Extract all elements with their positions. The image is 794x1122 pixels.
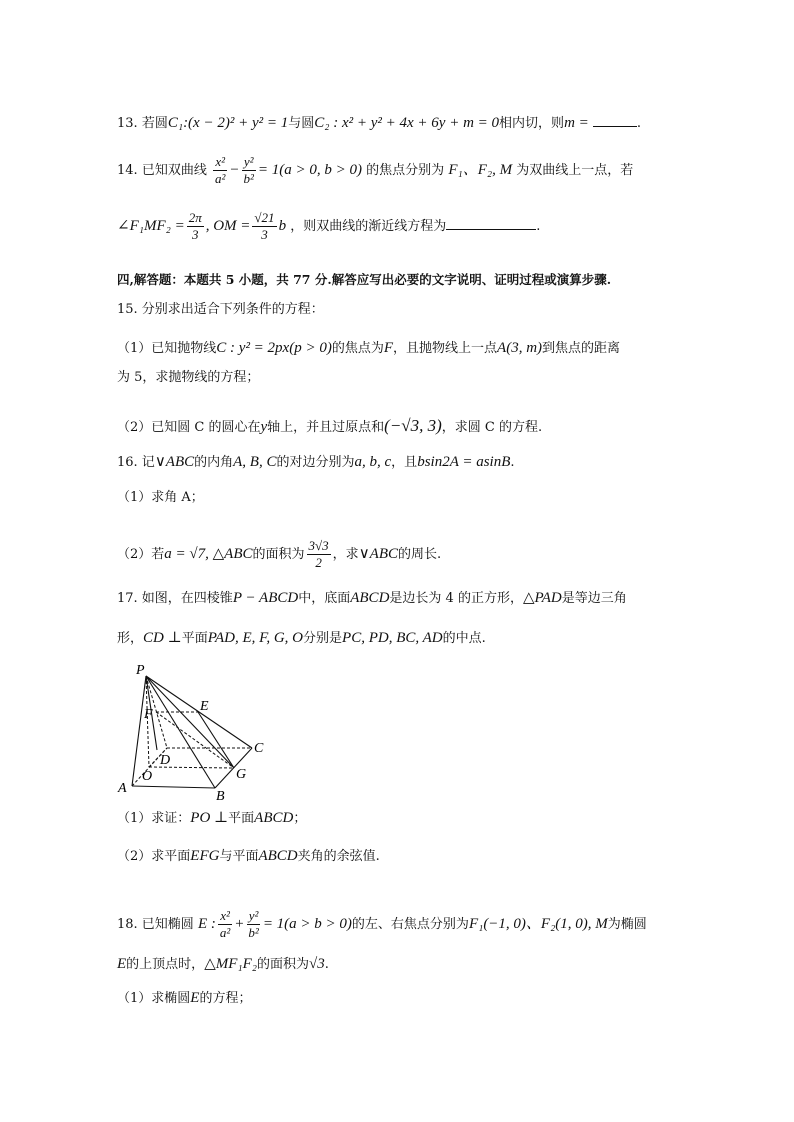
- fraction-x2-a2: $\frac{\text{x²}}{\text{a²}}$: [214, 154, 226, 186]
- fraction-sqrt21-3: $\frac{√21}{3}$: [254, 210, 275, 242]
- label-o: O: [142, 769, 153, 784]
- label-e: E: [200, 699, 209, 714]
- question-18: 18. 已知椭圆 E : $\frac{\text{x²}}{\text{a²}}$ + $\frac{\text{y²}}{\text{b²}}$ = 1(a > b > 0)的左、右焦点分别为F₁(−1, 0)、F₂(1, 0), M为椭圆: [117, 908, 647, 940]
- question-17-line-2: 形，CD ⊥平面PAD, E, F, G, O分别是PC, PD, BC, AD的中点.: [117, 630, 486, 646]
- question-14: 14. 已知双曲线 $\frac{\text{x²}}{\text{a²}}$ − $\frac{\text{y²}}{\text{b²}}$ = 1(a > 0, b > 0) 的焦点分别为 F₁、F₂, M 为双曲线上一点，若: [117, 154, 634, 186]
- edge-ab: [132, 786, 215, 788]
- answer-blank-13[interactable]: [593, 112, 637, 127]
- fraction-3sqrt3-2: $\frac{3√3}{2}$: [308, 538, 329, 570]
- fraction-y2-b2: $\frac{\text{y²}}{\text{b²}}$: [243, 154, 254, 186]
- question-16: 16. 记∨ABC的内角A, B, C的对边分别为a, b, c，且bsin2A = asinB.: [117, 454, 515, 470]
- segment-eg: [198, 712, 234, 768]
- label-b: B: [216, 789, 225, 800]
- label-f: F: [144, 707, 153, 722]
- fraction-2pi-3: $\frac{2\pi}{3}$: [188, 210, 202, 242]
- question-17-part-1: （1）求证：PO ⊥平面ABCD；: [117, 810, 307, 826]
- question-15-part-1-cont: 为 5，求抛物线的方程；: [117, 370, 260, 385]
- question-15-part-1: （1）已知抛物线C : y² = 2px(p > 0)的焦点为F，且抛物线上一点A(3, m)到焦点的距离: [117, 340, 621, 356]
- question-14-line-2: ∠F₁MF₂ = $\frac{2\pi}{3}$ , OM = $\frac{√21}{3}$ b ，则双曲线的渐近线方程为 .: [117, 210, 541, 242]
- question-17-part-2: （2）求平面EFG与平面ABCD夹角的余弦值.: [117, 848, 380, 864]
- question-17: 17. 如图，在四棱锥P − ABCD中，底面ABCD是边长为 4 的正方形，△PAD是等边三角: [117, 590, 627, 606]
- label-p: P: [136, 663, 145, 678]
- label-c: C: [254, 741, 264, 756]
- label-a: A: [118, 781, 127, 796]
- fraction-y2-b2-ellipse: $\frac{\text{y²}}{\text{b²}}$: [248, 908, 259, 940]
- question-16-part-2: （2）若a = √7, △ABC的面积为 $\frac{3√3}{2}$ ，求∨ABC的周长.: [117, 538, 442, 570]
- fraction-x2-a2-ellipse: $\frac{\text{x²}}{\text{a²}}$: [219, 908, 231, 940]
- section-heading-4: 四,解答题：本题共 5 小题，共 77 分.解答应写出必要的文字说明、证明过程或演算步骤.: [117, 272, 612, 287]
- circle-c2-equation: C₂ : x² + y² + 4x + 6y + m = 0: [314, 115, 500, 131]
- question-18-part-1: （1）求椭圆E的方程；: [117, 990, 252, 1006]
- question-15-part-2: （2）已知圆 C 的圆心在y轴上，并且过原点和(−√3, 3)，求圆 C 的方程.: [117, 416, 543, 435]
- answer-blank-14[interactable]: [446, 215, 536, 230]
- label-d: D: [160, 753, 171, 768]
- question-13: 13. 若圆C₁:(x − 2)² + y² = 1与圆C₂ : x² + y² + 4x + 6y + m = 0相内切，则m = .: [117, 112, 641, 134]
- edge-pb: [146, 676, 215, 788]
- question-16-part-1: （1）求角 A；: [117, 490, 204, 505]
- label-g: G: [236, 767, 247, 782]
- pyramid-figure: [112, 660, 272, 800]
- question-15-title: 15. 分别求出适合下列条件的方程：: [117, 302, 324, 317]
- circle-c1-equation: C₁:(x − 2)² + y² = 1: [167, 115, 289, 131]
- question-18-line-2: E的上顶点时，△MF₁F₂的面积为√3.: [117, 956, 329, 972]
